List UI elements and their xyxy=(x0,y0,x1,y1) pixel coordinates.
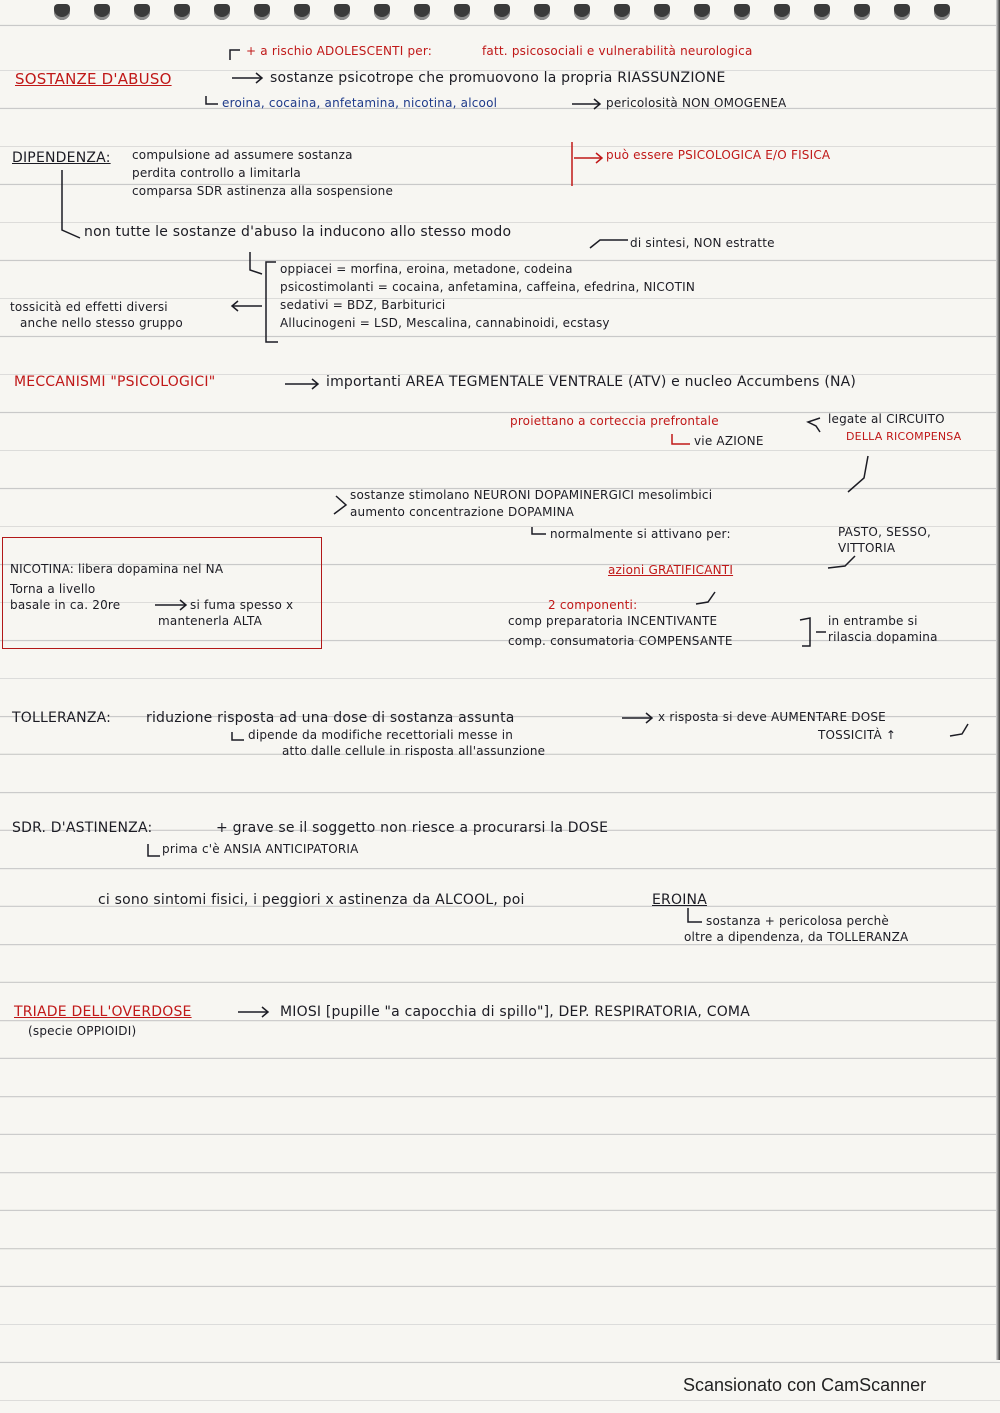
bracket-icon xyxy=(800,618,810,646)
dipendenza-synth-note: di sintesi, NON estratte xyxy=(630,236,775,250)
component-item: comp preparatoria INCENTIVANTE xyxy=(508,614,718,628)
meccanismi-project: proiettano a corteccia prefrontale xyxy=(510,414,719,428)
abuso-examples: eroina, cocaina, anfetamina, nicotina, alcool xyxy=(222,96,498,110)
arrow-icon xyxy=(250,252,262,274)
arrow-icon xyxy=(696,592,715,604)
component-item: comp. consumatoria COMPENSANTE xyxy=(508,634,733,648)
arrow-icon xyxy=(848,456,868,492)
meccanismi-both-2: rilascia dopamina xyxy=(828,630,938,644)
meccanismi-vie: vie AZIONE xyxy=(694,434,764,448)
nicotina-line: basale in ca. 20re xyxy=(10,598,121,612)
arrow-icon xyxy=(590,240,628,248)
bracket-icon xyxy=(266,262,278,342)
overdose-note: (specie OPPIOIDI) xyxy=(28,1024,137,1038)
risk-note: + a rischio ADOLESCENTI per: xyxy=(246,44,433,58)
bracket-icon xyxy=(62,170,80,238)
astinenza-before: prima c'è ANSIA ANTICIPATORIA xyxy=(162,842,359,856)
meccanismi-normal-list-2: VITTORIA xyxy=(838,541,896,555)
meccanismi-dopa: aumento concentrazione DOPAMINA xyxy=(350,505,575,519)
dipendenza-point: comparsa SDR astinenza alla sospensione xyxy=(132,184,394,198)
tolleranza-tox: TOSSICITÀ ↑ xyxy=(818,728,897,742)
tolleranza-def: riduzione risposta ad una dose di sostanza assunta xyxy=(146,710,515,726)
section-title-meccanismi: MECCANISMI "PSICOLOGICI" xyxy=(14,374,216,390)
tolleranza-depends: dipende da modifiche recettoriali messe in xyxy=(248,728,514,742)
risk-detail: fatt. psicosociali e vulnerabilità neurologica xyxy=(482,44,753,58)
nicotina-line: NICOTINA: libera dopamina nel NA xyxy=(10,562,224,576)
astinenza-symptoms: ci sono sintomi fisici, i peggiori x astinenza da ALCOOL, poi xyxy=(98,892,525,908)
drug-class-item: psicostimolanti = cocaina, anfetamina, caffeina, efedrina, NICOTIN xyxy=(280,280,696,294)
drug-class-item: oppiacei = morfina, eroina, metadone, codeina xyxy=(280,262,573,276)
arrow-icon xyxy=(672,434,690,444)
arrow-icon xyxy=(230,50,240,60)
arrow-icon xyxy=(532,527,546,534)
abuso-definition: sostanze psicotrope che promuovono la propria RIASSUNZIONE xyxy=(270,70,726,86)
dipendenza-type-note: può essere PSICOLOGICA E/O FISICA xyxy=(606,148,831,162)
arrow-icon xyxy=(206,96,218,104)
section-title-abuso: SOSTANZE D'ABUSO xyxy=(15,70,172,88)
abuso-danger: pericolosità NON OMOGENEA xyxy=(606,96,787,110)
overdose-triad: MIOSI [pupille "a capocchia di spillo"], DEP. RESPIRATORIA, COMA xyxy=(280,1004,750,1020)
meccanismi-circuit-2: DELLA RICOMPENSA xyxy=(846,430,962,443)
section-title-astinenza: SDR. D'ASTINENZA: xyxy=(12,820,153,836)
section-title-overdose: TRIADE DELL'OVERDOSE xyxy=(14,1004,192,1020)
section-title-tolleranza: TOLLERANZA: xyxy=(12,710,112,726)
nicotina-line: mantenerla ALTA xyxy=(158,614,263,628)
dipendenza-not-all: non tutte le sostanze d'abuso la inducono allo stesso modo xyxy=(84,224,512,240)
scanner-footer: Scansionato con CamScanner xyxy=(683,1375,927,1395)
drug-class-item: sedativi = BDZ, Barbiturici xyxy=(280,298,446,312)
nicotina-line: si fuma spesso x xyxy=(190,598,294,612)
section-title-dipendenza: DIPENDENZA: xyxy=(12,150,111,166)
astinenza-eroina: EROINA xyxy=(652,892,707,908)
drug-class-item: Allucinogeni = LSD, Mescalina, cannabinoidi, ecstasy xyxy=(280,316,610,330)
arrow-icon xyxy=(334,496,346,514)
tolleranza-consequence: x risposta si deve AUMENTARE DOSE xyxy=(658,710,886,724)
dipendenza-point: perdita controllo a limitarla xyxy=(132,166,301,180)
arrow-icon xyxy=(828,556,855,568)
arrow-icon xyxy=(808,418,820,432)
arrow-icon xyxy=(148,844,160,856)
meccanismi-gratif: azioni GRATIFICANTI xyxy=(608,563,734,577)
meccanismi-stim: sostanze stimolano NEURONI DOPAMINERGICI mesolimbici xyxy=(350,488,713,502)
meccanismi-normal-list: PASTO, SESSO, xyxy=(838,525,931,539)
toxicity-note: anche nello stesso gruppo xyxy=(20,316,183,330)
toxicity-note: tossicità ed effetti diversi xyxy=(10,300,168,314)
astinenza-eroina-note: sostanza + pericolosa perchè xyxy=(706,914,890,928)
meccanismi-both: in entrambe si xyxy=(828,614,918,628)
nicotina-line: Torna a livello xyxy=(10,582,96,596)
astinenza-eroina-note-2: oltre a dipendenza, da TOLLERANZA xyxy=(684,930,909,944)
meccanismi-important: importanti AREA TEGMENTALE VENTRALE (ATV) e nucleo Accumbens (NA) xyxy=(326,374,857,390)
arrow-icon xyxy=(232,732,244,740)
meccanismi-components: 2 componenti: xyxy=(548,598,638,612)
arrow-icon xyxy=(950,724,968,736)
meccanismi-circuit: legate al CIRCUITO xyxy=(828,412,945,426)
dipendenza-point: compulsione ad assumere sostanza xyxy=(132,148,353,162)
astinenza-def: + grave se il soggetto non riesce a procurarsi la DOSE xyxy=(216,820,609,836)
meccanismi-normal: normalmente si attivano per: xyxy=(550,527,731,541)
tolleranza-depends-2: atto dalle cellule in risposta all'assunzione xyxy=(282,744,546,758)
arrow-icon xyxy=(688,908,702,922)
